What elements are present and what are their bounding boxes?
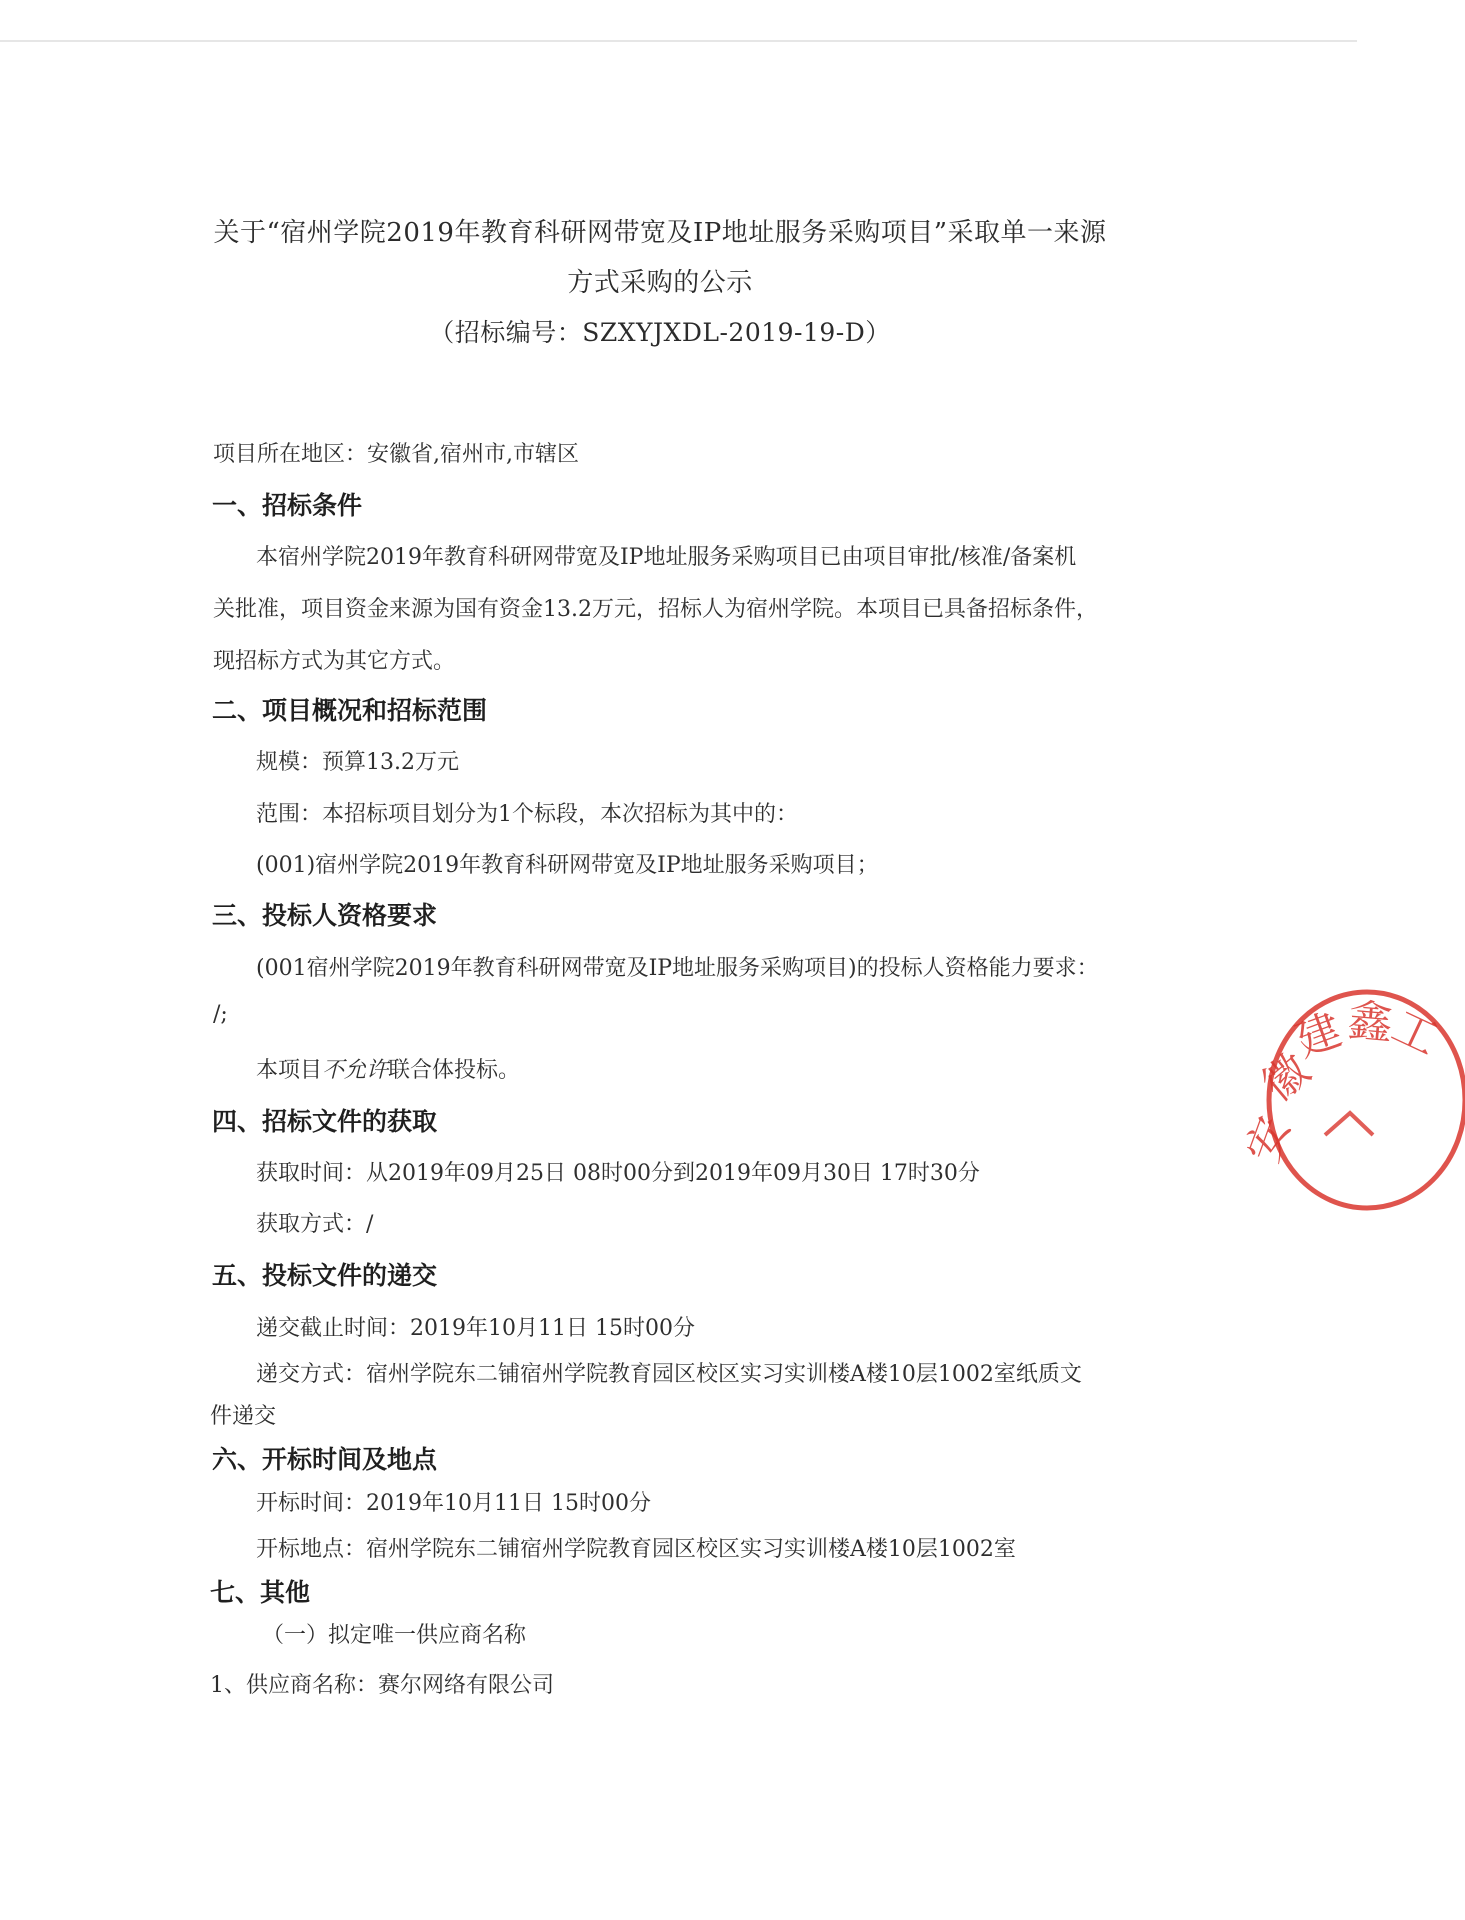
section-4-heading: 四、招标文件的获取 xyxy=(212,1107,438,1136)
tender-number: （招标编号：SZXYJXDL-2019-19-D） xyxy=(429,318,891,347)
section-3-requirement: (001宿州学院2019年教育科研网带宽及IP地址服务采购项目)的投标人资格能力要求： xyxy=(256,956,1099,981)
page-top-rule xyxy=(0,40,1357,42)
section-5-deadline: 递交截止时间：2019年10月11日 15时00分 xyxy=(256,1316,695,1341)
svg-text:工: 工 xyxy=(1384,1000,1446,1066)
section-5-method-line-1: 递交方式：宿州学院东二铺宿州学院教育园区校区实习实训楼A楼10层1002室纸质文 xyxy=(256,1362,1082,1387)
section-3-heading: 三、投标人资格要求 xyxy=(212,901,438,930)
section-6-open-place: 开标地点：宿州学院东二铺宿州学院教育园区校区实习实训楼A楼10层1002室 xyxy=(256,1537,1016,1562)
section-7-heading: 七、其他 xyxy=(210,1578,311,1607)
section-1-paragraph-line-2: 关批准，项目资金来源为国有资金13.2万元，招标人为宿州学院。本项目已具备招标条件， xyxy=(213,597,1098,622)
section-1-paragraph-line-3: 现招标方式为其它方式。 xyxy=(213,649,456,674)
section-3-consortium-note xyxy=(256,1053,520,1084)
supplier-name: 1、供应商名称：赛尔网络有限公司 xyxy=(210,1673,554,1698)
section-6-open-time: 开标时间：2019年10月11日 15时00分 xyxy=(256,1491,651,1516)
section-4-obtain-method: 获取方式：/ xyxy=(256,1212,374,1237)
section-7-subheading: （一）拟定唯一供应商名称 xyxy=(262,1623,527,1648)
company-seal-stamp xyxy=(1237,985,1465,1215)
section-3-requirement-value: /; xyxy=(213,1002,228,1027)
consortium-prefix: 本项目 xyxy=(256,1058,323,1083)
section-4-obtain-time: 获取时间：从2019年09月25日 08时00分到2019年09月30日 17时30分 xyxy=(256,1161,980,1186)
doc-title-line-1: 关于“宿州学院2019年教育科研网带宽及IP地址服务采购项目”采取单一来源 xyxy=(213,218,1107,248)
project-location: 项目所在地区：安徽省,宿州市,市辖区 xyxy=(213,442,579,467)
section-6-heading: 六、开标时间及地点 xyxy=(212,1445,438,1474)
doc-title-line-2: 方式采购的公示 xyxy=(567,268,753,298)
section-1-paragraph-line-1: 本宿州学院2019年教育科研网带宽及IP地址服务采购项目已由项目审批/核准/备案机 xyxy=(256,545,1077,570)
section-5-method-line-2: 件递交 xyxy=(210,1404,277,1429)
section-2-lot-item: (001)宿州学院2019年教育科研网带宽及IP地址服务采购项目； xyxy=(256,853,879,878)
svg-text:徽: 徽 xyxy=(1253,1044,1320,1112)
section-5-heading: 五、投标文件的递交 xyxy=(212,1261,438,1290)
consortium-not-allowed: 不允许 xyxy=(322,1058,389,1083)
section-1-heading: 一、招标条件 xyxy=(212,491,363,520)
section-2-scale: 规模：预算13.2万元 xyxy=(256,750,459,775)
consortium-suffix: 联合体投标。 xyxy=(388,1058,521,1083)
svg-text:鑫: 鑫 xyxy=(1346,995,1395,1050)
svg-text:建: 建 xyxy=(1289,1004,1349,1068)
section-2-scope: 范围：本招标项目划分为1个标段，本次招标为其中的： xyxy=(256,802,798,827)
svg-text:安: 安 xyxy=(1237,1109,1301,1169)
section-2-heading: 二、项目概况和招标范围 xyxy=(212,696,488,725)
